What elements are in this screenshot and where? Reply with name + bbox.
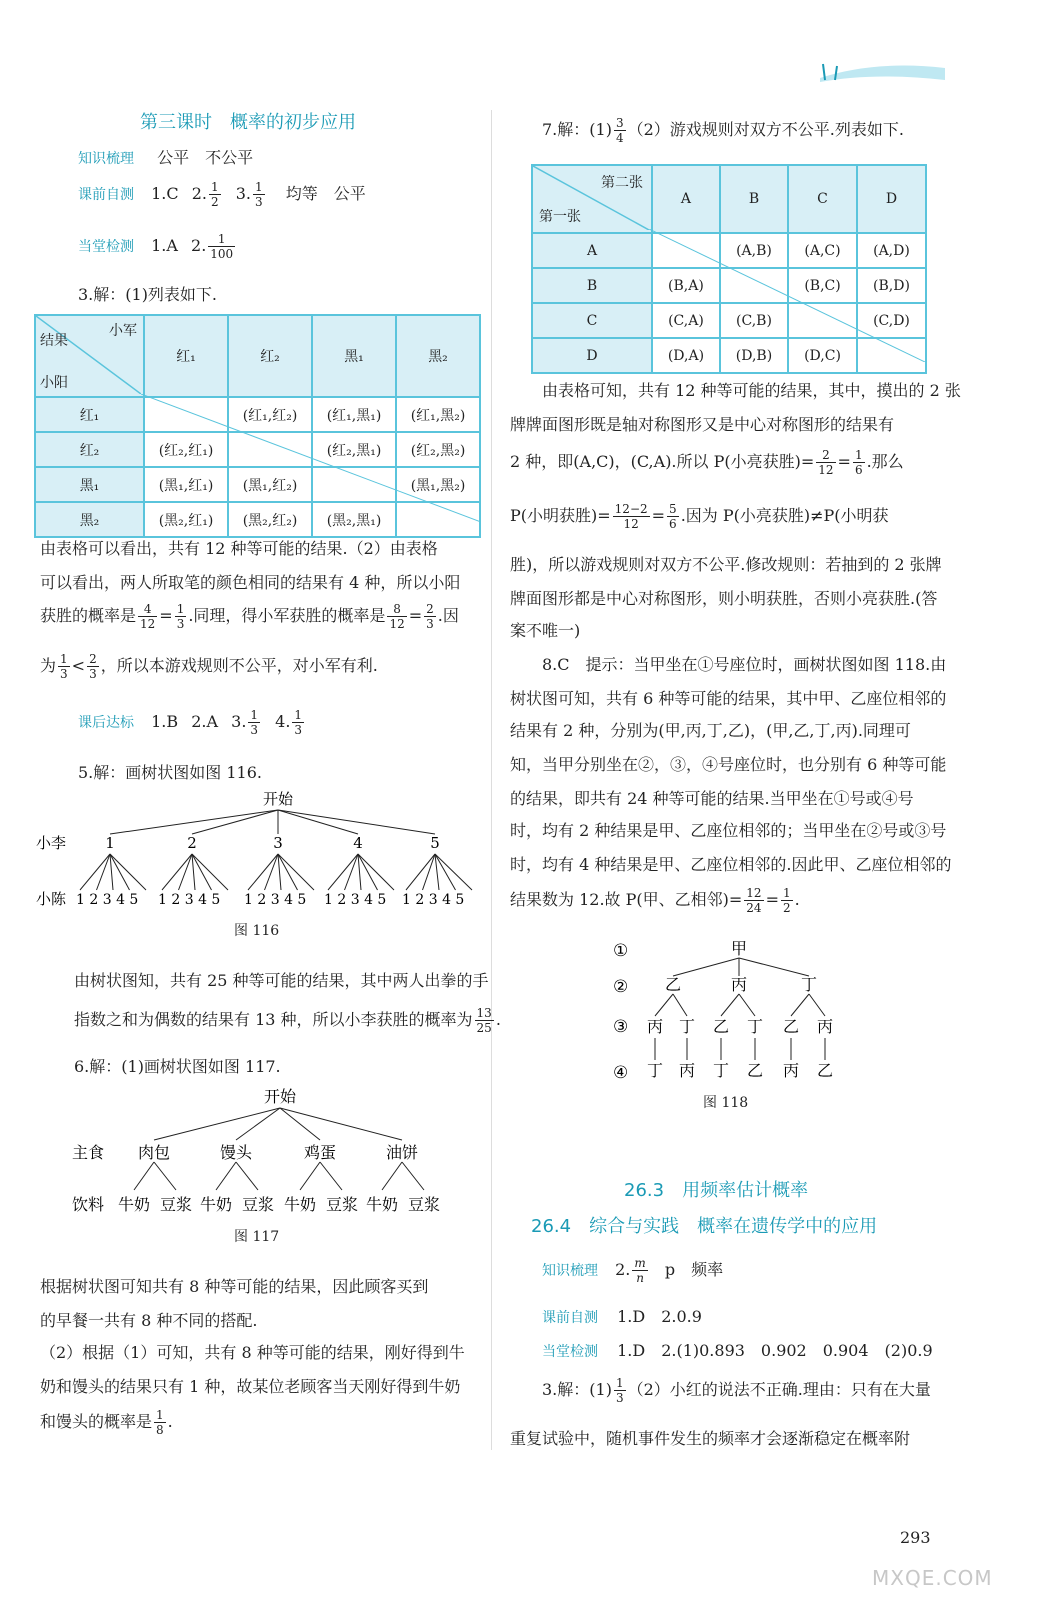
fraction: $\frac{1}{3}$ <box>250 708 259 737</box>
fraction: $\frac{m}{n}$ <box>634 1256 646 1285</box>
paragraph-line: 由表格可知，共有 12 种等可能的结果，其中，摸出的 2 张 <box>542 381 961 400</box>
table-cell: (黑₂,红₂) <box>228 502 312 537</box>
tree-branch <box>192 854 228 890</box>
paragraph-line: 可以看出，两人所取笔的颜色相同的结果有 4 种，所以小阳 <box>40 573 461 592</box>
row-header: 黑₁ <box>35 467 144 502</box>
table-cell: (A,D) <box>857 233 926 268</box>
tree-leaves: 1 2 3 4 5 <box>324 892 387 908</box>
row-header: B <box>532 268 652 303</box>
tree-leaf: 乙 <box>746 1061 764 1080</box>
tree-branch <box>97 854 111 890</box>
tree-branch <box>406 854 435 890</box>
zhishi-text: 公平 不公平 <box>157 148 254 167</box>
tree-branch <box>265 854 279 890</box>
fraction: $\frac{1}{2}$ <box>782 886 791 915</box>
r-zhishi-line: 知识梳理 2. $\frac{m}{n}$ p 频率 <box>542 1256 724 1285</box>
tree-root: 开始 <box>263 1087 297 1106</box>
paragraph-line: 由表格可以看出，共有 12 种等可能的结果.（2）由表格 <box>40 539 438 558</box>
r-dtjc-line <box>542 1338 933 1361</box>
table1-col-header: 红₁ <box>144 315 228 397</box>
row-header: D <box>532 338 652 373</box>
tree-node: 乙 <box>664 975 682 994</box>
table1-col-header: 黑₁ <box>312 315 396 397</box>
table-cell: (D,C) <box>788 338 857 373</box>
watermark: MXQE.COM <box>872 1566 993 1590</box>
tree-node: 丙 <box>816 1017 834 1036</box>
fraction: $\frac{12-2}{12}$ <box>614 502 648 531</box>
khdb-answer-2: 2.A <box>191 712 219 731</box>
tree-branch <box>80 854 110 890</box>
tree-leaf: 丙 <box>678 1061 696 1080</box>
table-cell: (黑₂,黑₁) <box>312 502 396 537</box>
section-heading-26-4: 26.4 综合与实践 概率在遗传学中的应用 <box>531 1216 878 1237</box>
tree-node: 丙 <box>646 1017 664 1036</box>
tree-node: 1 <box>105 834 115 852</box>
table-cell: (黑₂,红₁) <box>144 502 228 537</box>
table-cell: (黑₁,黑₂) <box>396 467 480 502</box>
khdb-line <box>78 708 306 737</box>
tree-leaf: 豆浆 <box>241 1195 275 1214</box>
zhishi-line <box>78 145 253 168</box>
table-cell: (A,C) <box>788 233 857 268</box>
table-cell: (D,B) <box>720 338 788 373</box>
kqzc-answer-3: 3. <box>235 184 251 203</box>
paragraph-line: 7.解：(1) $\frac{3}{4}$ （2）游戏规则对双方不公平.列表如下. <box>542 116 904 145</box>
khdb-label: 课后达标 <box>78 715 134 731</box>
corner-bottom-label: 第一张 <box>539 209 581 225</box>
figure-caption: 图 116 <box>234 923 280 939</box>
fraction: $\frac{2}{12}$ <box>818 448 834 477</box>
kqzc-answer-2: 2. <box>191 184 207 203</box>
fraction: $\frac{8}{12}$ <box>389 602 405 631</box>
paragraph-line: 3.解：(1) $\frac{1}{3}$ （2）小红的说法不正确.理由：只有在大量 <box>542 1376 931 1405</box>
tree-node: 鸡蛋 <box>303 1143 337 1162</box>
dtjc-answer-2: 2. <box>191 236 207 255</box>
zhishi-label: 知识梳理 <box>78 151 134 167</box>
tree-node: 肉包 <box>137 1143 171 1162</box>
section-title: 第三课时 概率的初步应用 <box>140 112 356 133</box>
fraction: $\frac{2}{3}$ <box>89 652 97 681</box>
tree-leaf: 豆浆 <box>159 1195 193 1214</box>
tree-level-label: ③ <box>613 1017 629 1037</box>
tree-leaf: 牛奶 <box>365 1195 399 1214</box>
tree-level-label: 饮料 <box>72 1195 105 1214</box>
paragraph-line: 牌牌面图形既是轴对称图形又是中心对称图形的结果有 <box>510 415 895 434</box>
paragraph-line: 奶和馒头的结果只有 1 种，故某位老顾客当天刚好得到牛奶 <box>40 1377 461 1396</box>
fraction: $\frac{1}{3}$ <box>294 708 303 737</box>
table-cell: (B,C) <box>788 268 857 303</box>
tree-leaf: 豆浆 <box>325 1195 359 1214</box>
q6-text: 6.解：(1)画树状图如图 117. <box>74 1057 281 1076</box>
tree-node: 丙 <box>730 975 748 994</box>
table2-corner <box>532 165 652 233</box>
r-zhishi-label: 知识梳理 <box>542 1263 598 1279</box>
table-cell: (红₁,黑₂) <box>396 397 480 432</box>
dtjc-line <box>78 232 237 261</box>
tree-diagram-117 <box>66 1084 476 1224</box>
paragraph-line: 为 $\frac{1}{3}$ < $\frac{2}{3}$ ，所以本游戏规则不公平，对小军有利. <box>40 652 378 681</box>
tree-level-label: ② <box>613 977 629 997</box>
table-cell: (红₁,红₂) <box>228 397 312 432</box>
table-cell: (A,B) <box>720 233 788 268</box>
column-divider <box>491 110 492 1450</box>
tree-leaf: 丁 <box>712 1061 730 1080</box>
paragraph-line: 树状图可知，共有 6 种等可能的结果，其中甲、乙座位相邻的 <box>510 689 947 708</box>
fraction: $\frac{1}{6}$ <box>854 448 863 477</box>
fraction: $\frac{1}{3}$ <box>254 180 263 209</box>
tree-branch <box>345 854 359 890</box>
corner-bottom-label: 小阳 <box>40 375 68 391</box>
tree-leaf: 牛奶 <box>199 1195 233 1214</box>
paragraph-line: P(小明获胜)= $\frac{12-2}{12}$ = $\frac{5}{6}$ .因为 P(小亮获胜)≠P(小明获 <box>510 502 889 531</box>
table-cell: (红₂,黑₂) <box>396 432 480 467</box>
tree-branch <box>179 854 193 890</box>
tree-branch <box>328 854 358 890</box>
tree-node: 乙 <box>782 1017 800 1036</box>
tree-level-label: ④ <box>613 1063 629 1083</box>
tree-leaves: 1 2 3 4 5 <box>76 892 139 908</box>
table1-col-header: 黑₂ <box>396 315 480 397</box>
paragraph-line: 获胜的概率是 $\frac{4}{12}$ = $\frac{1}{3}$ .同理，得小军获胜的概率是 $\frac{8}{12}$ = $\frac{2}{3}$ .因 <box>40 602 459 631</box>
fraction: $\frac{1}{3}$ <box>60 652 68 681</box>
fraction: $\frac{12}{24}$ <box>746 886 762 915</box>
dtjc-label: 当堂检测 <box>78 239 134 255</box>
tree-node: 5 <box>430 834 440 852</box>
table2-col-header: B <box>720 165 788 233</box>
table2-col-header: A <box>652 165 720 233</box>
tree-leaves: 1 2 3 4 5 <box>158 892 221 908</box>
paragraph-line: 的结果，即共有 24 种等可能的结果.当甲坐在①号或④号 <box>510 789 914 808</box>
table-cell: (红₁,黑₁) <box>312 397 396 432</box>
tree-branch <box>435 854 472 890</box>
figure-caption: 图 118 <box>703 1095 749 1111</box>
kqzc-line <box>78 180 366 209</box>
kqzc-answer-1: 1.C <box>151 184 179 203</box>
khdb-answer-4: 4. <box>275 712 291 731</box>
tree-level-label: 小李 <box>36 834 67 852</box>
page-number: 293 <box>900 1528 931 1547</box>
dtjc-answer-1: 1.A <box>151 236 178 255</box>
section-heading-26-3: 26.3 用频率估计概率 <box>624 1180 809 1201</box>
table-cell: (D,A) <box>652 338 720 373</box>
corner-top-label: 小军 <box>109 323 137 339</box>
tree-branch <box>358 854 394 890</box>
paragraph-line: 的早餐一共有 8 种不同的搭配. <box>40 1311 258 1330</box>
fraction: $\frac{4}{12}$ <box>140 602 156 631</box>
paragraph-line: 2 种，即(A,C)，(C,A).所以 P(小亮获胜)= $\frac{2}{12}$ = $\frac{1}{6}$ .那么 <box>510 448 904 477</box>
table1-diagonal <box>141 394 481 522</box>
fraction: $\frac{1}{3}$ <box>615 1376 624 1405</box>
table-cell: (C,D) <box>857 303 926 338</box>
table-cell: (C,B) <box>720 303 788 338</box>
tree-node: 丁 <box>746 1017 764 1036</box>
paragraph-line: 指数之和为偶数的结果有 13 种，所以小李获胜的概率为 $\frac{13}{25}$ . <box>74 1006 501 1035</box>
tree-leaf: 牛奶 <box>283 1195 317 1214</box>
tree-branch <box>278 854 314 890</box>
khdb-answer-3: 3. <box>231 712 247 731</box>
tree-leaf: 豆浆 <box>407 1195 441 1214</box>
paragraph-line: 结果有 2 种，分别为(甲,丙,丁,乙)，(甲,乙,丁,丙).同理可 <box>510 721 911 740</box>
paragraph-line: （2）根据（1）可知，共有 8 种等可能的结果，刚好得到牛 <box>40 1343 465 1362</box>
tree-node: 油饼 <box>385 1143 419 1162</box>
r-zhishi-text: p 频率 <box>664 1260 724 1279</box>
table2-col-header: C <box>788 165 857 233</box>
fraction: $\frac{1}{2}$ <box>210 180 219 209</box>
tree-node: 丁 <box>800 975 818 994</box>
table1-corner <box>35 315 144 397</box>
fraction: $\frac{3}{4}$ <box>615 116 624 145</box>
paragraph-line: 8.C 提示：当甲坐在①号座位时，画树状图如图 118.由 <box>542 655 947 674</box>
kqzc-answer-rest: 均等 公平 <box>285 184 366 203</box>
tree-branch <box>162 854 192 890</box>
tree-root: 甲 <box>730 939 748 958</box>
r-kqzc-text: 1.D 2.0.9 <box>617 1307 702 1326</box>
fraction: $\frac{13}{25}$ <box>476 1006 492 1035</box>
fraction: $\frac{2}{3}$ <box>426 602 434 631</box>
tree-node: 3 <box>273 834 283 852</box>
row-header: 红₂ <box>35 432 144 467</box>
row-header: A <box>532 233 652 268</box>
tree-leaf: 牛奶 <box>117 1195 151 1214</box>
fraction: $\frac{5}{6}$ <box>669 502 677 531</box>
paragraph-line: 结果数为 12.故 P(甲、乙相邻)= $\frac{12}{24}$ = $\frac{1}{2}$ . <box>510 886 800 915</box>
tree-leaf: 乙 <box>816 1061 834 1080</box>
table2-diagonal <box>649 229 925 362</box>
table-cell: (B,D) <box>857 268 926 303</box>
row-header: C <box>532 303 652 338</box>
row-header: 黑₂ <box>35 502 144 537</box>
kqzc-label: 课前自测 <box>78 187 134 203</box>
paragraph-line: 根据树状图可知共有 8 种等可能的结果，因此顾客买到 <box>40 1277 429 1296</box>
r-dtjc-label: 当堂检测 <box>542 1344 598 1360</box>
tree-branch <box>110 854 146 890</box>
khdb-answer-1: 1.B <box>151 712 179 731</box>
table-cell: (黑₁,红₂) <box>228 467 312 502</box>
paragraph-line: 牌面图形都是中心对称图形，则小明获胜，否则小亮获胜.(答 <box>510 589 938 608</box>
table-cell: (红₂,黑₁) <box>312 432 396 467</box>
corner-left-label: 结果 <box>40 333 68 349</box>
tree-diagram-118 <box>605 936 865 1086</box>
q3-text: 3.解：(1)列表如下. <box>78 285 218 304</box>
tree-leaves: 1 2 3 4 5 <box>402 892 465 908</box>
fraction: $\frac{1}{100}$ <box>210 232 234 261</box>
table-cell: (黑₁,红₁) <box>144 467 228 502</box>
r-kqzc-line <box>542 1304 702 1327</box>
tree-branch <box>423 854 436 890</box>
paragraph-line: 案不唯一) <box>510 621 581 640</box>
tree-node: 丁 <box>678 1017 696 1036</box>
tree-leaf: 丁 <box>646 1061 664 1080</box>
fraction: $\frac{1}{3}$ <box>176 602 185 631</box>
tree-diagram-116 <box>30 786 490 916</box>
paragraph-line: 胜)，所以游戏规则对双方不公平.修改规则：若抽到的 2 张牌 <box>510 555 942 574</box>
paragraph-line: 时，均有 4 种结果是甲、乙座位相邻的.因此甲、乙座位相邻的 <box>510 855 952 874</box>
tree-level-label: 小陈 <box>36 890 67 908</box>
paragraph-line: 重复试验中，随机事件发生的频率才会逐渐稳定在概率附 <box>510 1429 911 1448</box>
tree-branch <box>248 854 278 890</box>
table-cell: (红₂,红₁) <box>144 432 228 467</box>
paragraph-line: 和馒头的概率是 $\frac{1}{8}$ . <box>40 1408 173 1437</box>
table-cell: (C,A) <box>652 303 720 338</box>
tree-level-label: 主食 <box>72 1143 105 1162</box>
table2-col-header: D <box>857 165 926 233</box>
paragraph-line: 时，均有 2 种结果是甲、乙座位相邻的；当甲坐在②号或③号 <box>510 821 947 840</box>
tree-level-label: ① <box>613 941 629 961</box>
table-cell: (B,A) <box>652 268 720 303</box>
tree-leaf: 丙 <box>782 1061 800 1080</box>
table1-col-header: 红₂ <box>228 315 312 397</box>
r-kqzc-label: 课前自测 <box>542 1310 598 1326</box>
corner-top-label: 第二张 <box>601 175 643 191</box>
paragraph-line: 由树状图知，共有 25 种等可能的结果，其中两人出拳的手 <box>74 971 489 990</box>
fraction: $\frac{1}{8}$ <box>156 1408 164 1437</box>
row-header: 红₁ <box>35 397 144 432</box>
q5-text: 5.解：画树状图如图 116. <box>78 763 262 782</box>
figure-caption: 图 117 <box>234 1229 280 1245</box>
r-dtjc-text: 1.D 2.(1)0.893 0.902 0.904 (2)0.9 <box>617 1341 933 1360</box>
tree-node: 乙 <box>712 1017 730 1036</box>
tree-node: 4 <box>353 834 363 852</box>
header-swoosh-decoration <box>815 58 950 86</box>
tree-node: 2 <box>187 834 197 852</box>
paragraph-line: 知，当甲分别坐在②，③，④号座位时，也分别有 6 种等可能 <box>510 755 947 774</box>
tree-root: 开始 <box>262 790 294 808</box>
tree-leaves: 1 2 3 4 5 <box>244 892 307 908</box>
tree-node: 馒头 <box>219 1143 253 1162</box>
